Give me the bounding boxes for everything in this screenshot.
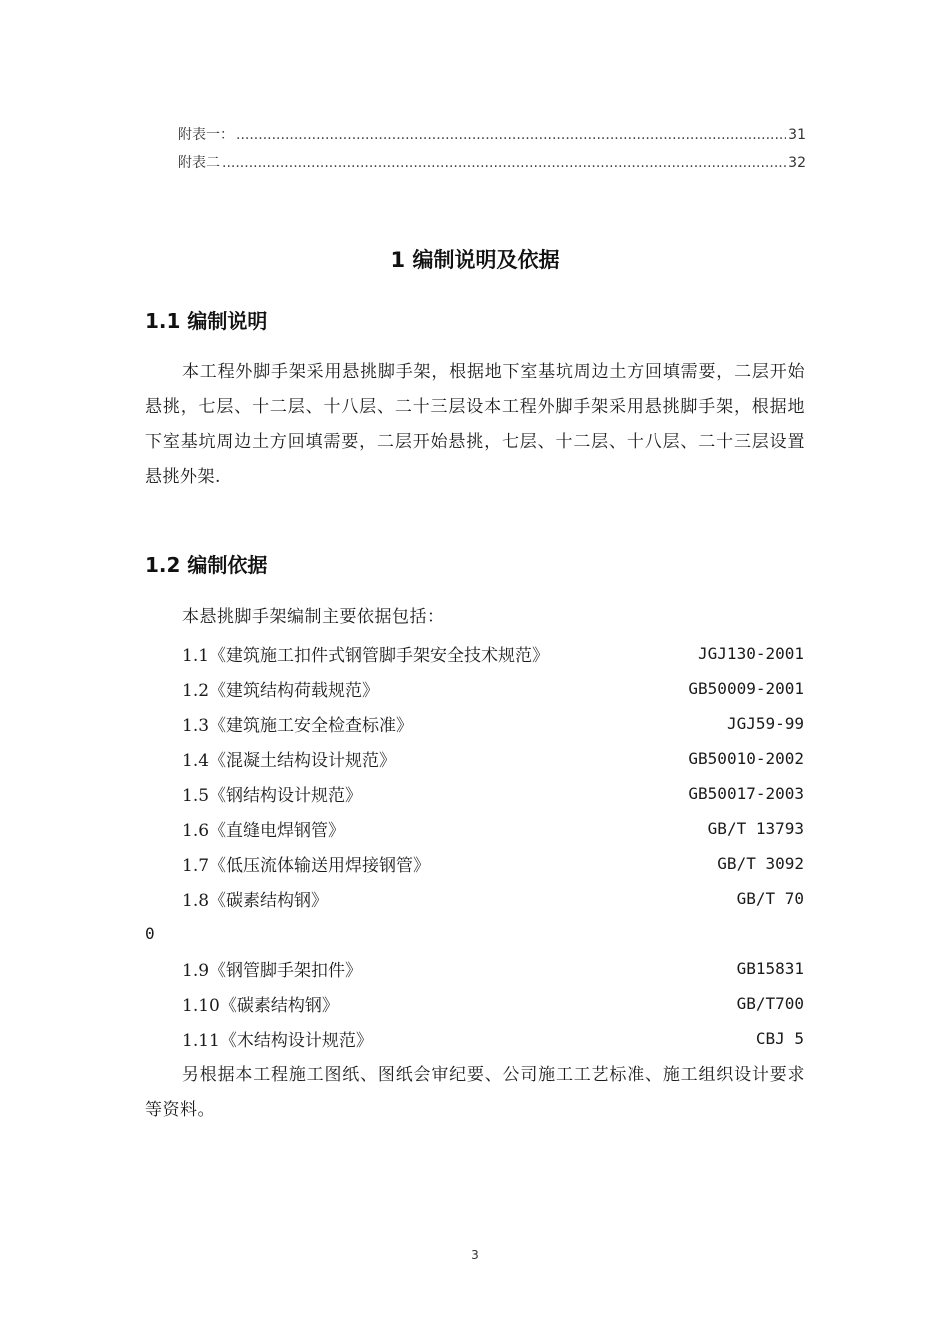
reference-row — [182, 776, 804, 811]
reference-name: 1.3《建筑施工安全检查标准》 — [182, 716, 414, 736]
reference-name: 1.9《钢管脚手架扣件》 — [182, 961, 363, 981]
reference-name: 1.6《直缝电焊钢管》 — [182, 821, 346, 841]
section-title-1-2: 1.2 编制依据 — [145, 553, 268, 577]
page-number: 3 — [471, 1248, 479, 1262]
reference-name: 1.10《碳素结构钢》 — [182, 996, 339, 1016]
reference-code: CBJ 5 — [755, 1029, 804, 1048]
reference-row — [182, 986, 804, 1021]
toc-entry[interactable] — [178, 152, 806, 172]
reference-name: 1.11《木结构设计规范》 — [182, 1031, 373, 1051]
toc-dot-leader — [236, 127, 786, 143]
reference-code: GB/T 70 — [736, 889, 804, 908]
toc-dot-leader — [222, 155, 786, 171]
reference-name: 1.2《建筑结构荷载规范》 — [182, 681, 380, 701]
reference-code: GB50009-2001 — [688, 679, 804, 698]
reference-row — [182, 706, 804, 741]
reference-row — [182, 671, 804, 706]
reference-code: GB/T 3092 — [717, 854, 804, 873]
reference-code: GB15831 — [736, 959, 804, 978]
reference-row — [182, 881, 804, 916]
reference-row — [182, 636, 804, 671]
toc-entry-page: 32 — [788, 155, 806, 171]
reference-row — [182, 1021, 804, 1056]
toc-entry-label: 附表一： — [178, 127, 234, 143]
reference-name: 1.5《钢结构设计规范》 — [182, 786, 363, 806]
toc-entry-label: 附表二 — [178, 155, 220, 171]
reference-code: GB/T700 — [736, 994, 804, 1013]
toc-entry[interactable] — [178, 124, 806, 144]
reference-row — [182, 846, 804, 881]
section-1-1-paragraph: 本工程外脚手架采用悬挑脚手架，根据地下室基坑周边土方回填需要，二层开始悬挑，七层、十二层、十八层、二十三层设本工程外脚手架采用悬挑脚手架，根据地下室基坑周边土方回填需要，二层开始悬挑，七层、十二层、十八层、二十三层设置悬挑外架. — [145, 362, 805, 487]
section-1-2-closing: 另根据本工程施工图纸、图纸会审纪要、公司施工工艺标准、施工组织设计要求等资料。 — [145, 1065, 805, 1120]
section-title-1-1: 1.1 编制说明 — [145, 309, 268, 333]
reference-name: 1.1《建筑施工扣件式钢管脚手架安全技术规范》 — [182, 646, 550, 666]
reference-row — [182, 951, 804, 986]
reference-row — [182, 811, 804, 846]
reference-name: 1.4《混凝土结构设计规范》 — [182, 751, 397, 771]
reference-code: JGJ59-99 — [726, 714, 804, 733]
reference-row — [182, 741, 804, 776]
toc-entry-page: 31 — [788, 127, 806, 143]
reference-code: JGJ130-2001 — [698, 644, 804, 663]
reference-code: GB/T 13793 — [707, 819, 804, 838]
reference-code: GB50010-2002 — [688, 749, 804, 768]
reference-code: GB50017-2003 — [688, 784, 804, 803]
section-1-2-intro: 本悬挑脚手架编制主要依据包括： — [182, 607, 445, 627]
reference-code-wrap: 0 — [145, 924, 155, 943]
reference-name: 1.8《碳素结构钢》 — [182, 891, 329, 911]
chapter-title: 1 编制说明及依据 — [390, 248, 560, 272]
reference-name: 1.7《低压流体输送用焊接钢管》 — [182, 856, 431, 876]
